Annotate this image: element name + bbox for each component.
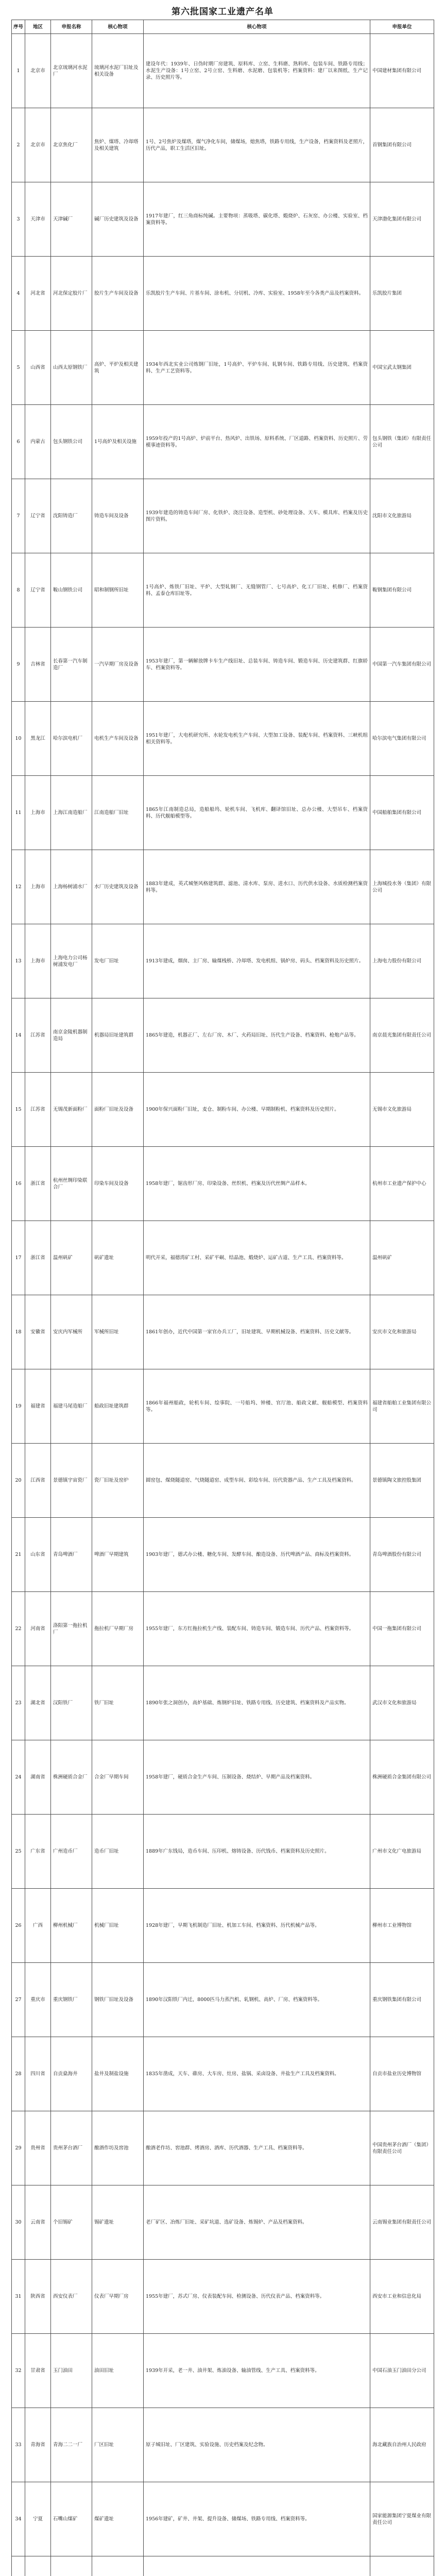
row-unit: 中国贵州茅台酒厂（集团）有限责任公司 <box>370 2111 434 2185</box>
row-items: 盐井及制盐设施 <box>92 2037 144 2111</box>
row-description: 1号、2号焦炉及煤塔，煤气净化车间，储煤场，熄焦塔，铁路专用线，生产设备，档案资料及老照片，历代产品，职工生活区旧址。 <box>144 108 370 182</box>
row-name: 汉阳铁厂 <box>51 1666 92 1740</box>
row-region: 青海省 <box>25 2408 51 2482</box>
row-region: 宁夏 <box>25 2482 51 2556</box>
row-description: 1953年建厂，第一辆解放牌卡车生产线旧址、总装车间、铸造车间、锻造车间、历史建筑群、红旗轿车、档案资料等。 <box>144 628 370 702</box>
row-number: 16 <box>12 1147 25 1221</box>
row-name: 石嘴山煤矿 <box>51 2482 92 2556</box>
row-number: 20 <box>12 1444 25 1518</box>
row-name: 西安仪表厂 <box>51 2260 92 2334</box>
row-unit: 中国石油玉门油田分公司 <box>370 2334 434 2408</box>
row-unit: 沈阳市文化旅游局 <box>370 479 434 553</box>
row-region: 山东省 <box>25 1518 51 1592</box>
row-items: 电机生产车间及设备 <box>92 702 144 776</box>
row-unit: 乐凯胶片集团 <box>370 257 434 331</box>
row-region: 江西省 <box>25 1444 51 1518</box>
row-name: 包头钢铁公司 <box>51 405 92 479</box>
row-items: 酿酒作坊及窖池 <box>92 2111 144 2185</box>
row-items: 军械所旧址 <box>92 1295 144 1369</box>
row-description: 1866年福州船政，轮机车间、绘事院、一号船坞、钟楼、官厅池、船政文献、舰船模型、档案资料等。 <box>144 1369 370 1444</box>
row-unit: 重庆钢铁集团有限公司 <box>370 1963 434 2037</box>
row-region <box>25 2556 51 2576</box>
row-items: 钢铁厂旧址及设备 <box>92 1963 144 2037</box>
row-items: 江南造船厂旧址 <box>92 776 144 850</box>
table-row <box>12 553 434 628</box>
row-items: 油田旧址 <box>92 2334 144 2408</box>
row-unit: 武汉市文化和旅游局 <box>370 1666 434 1740</box>
table-row <box>12 1147 434 1221</box>
row-items: 一汽早期厂房及设备 <box>92 628 144 702</box>
table-row <box>12 1963 434 2037</box>
row-number: 12 <box>12 850 25 924</box>
row-region: 重庆市 <box>25 1963 51 2037</box>
table-row <box>12 1889 434 1963</box>
row-region: 四川省 <box>25 2037 51 2111</box>
row-unit: 鞍钢集团有限公司 <box>370 553 434 628</box>
row-name: 洛阳第一拖拉机厂 <box>51 1592 92 1666</box>
row-number: 31 <box>12 2260 25 2334</box>
document-title: 第六批国家工业遗产名单 <box>172 7 273 17</box>
row-description: 1917年建厂，红三角商标纯碱。主要物项：蒸吸塔、碳化塔、煅烧炉、石灰窑、办公楼、实验室、档案资料等。 <box>144 182 370 257</box>
row-number: 19 <box>12 1369 25 1444</box>
row-name: 上海电力公司杨树浦发电厂 <box>51 924 92 998</box>
row-region: 黑龙江 <box>25 702 51 776</box>
header-items: 核心物项 <box>92 20 144 34</box>
row-items: 铁厂旧址 <box>92 1666 144 1740</box>
row-description: 1835年凿成，天车、碓房、大车房、灶房、盐锅、采卤设备、井盐生产工具及档案资料。 <box>144 2037 370 2111</box>
table-row <box>12 850 434 924</box>
row-unit: 广州市文化广电旅游局 <box>370 1815 434 1889</box>
table-row <box>12 1073 434 1147</box>
row-description: 老厂矿区、冶炼厂旧址、采矿坑道、选矿设备、炼锡炉、产品及档案资料。 <box>144 2185 370 2260</box>
row-number: 25 <box>12 1815 25 1889</box>
row-number: 10 <box>12 702 25 776</box>
row-unit: 自贡市盐业历史博物馆 <box>370 2037 434 2111</box>
row-unit: 青岛啤酒股份有限公司 <box>370 1518 434 1592</box>
row-description: 1959年投产的1号高炉、炉前平台、热风炉、出铁场、原料系统、厂区道路、档案资料、历史照片、劳模事迹资料等。 <box>144 405 370 479</box>
row-unit: 南京晨光集团有限责任公司 <box>370 998 434 1073</box>
row-number: 4 <box>12 257 25 331</box>
row-region: 云南省 <box>25 2185 51 2260</box>
row-number: 17 <box>12 1221 25 1295</box>
row-name: 长春第一汽车制造厂 <box>51 628 92 702</box>
row-number: 1 <box>12 34 25 108</box>
row-name: 景德镇宇宙瓷厂 <box>51 1444 92 1518</box>
table-row <box>12 1592 434 1666</box>
table-row <box>12 479 434 553</box>
row-number: 18 <box>12 1295 25 1369</box>
table-row <box>12 2037 434 2111</box>
row-unit: 福建省船舶工业集团有限公司 <box>370 1369 434 1444</box>
row-items: 仪表厂早期厂房 <box>92 2260 144 2334</box>
row-region: 江苏省 <box>25 1073 51 1147</box>
table-body <box>12 34 434 2576</box>
row-items: 拖拉机厂早期厂房 <box>92 1592 144 1666</box>
row-unit: 中国一拖集团有限公司 <box>370 1592 434 1666</box>
row-number: 21 <box>12 1518 25 1592</box>
row-unit: 中国船舶集团有限公司 <box>370 776 434 850</box>
row-items: 合金厂早期车间 <box>92 1740 144 1815</box>
header-no: 序号 <box>12 20 25 34</box>
row-description: 1861年创办，近代中国第一家官办兵工厂，旧址建筑、早期机械设备、档案资料、历史文献等。 <box>144 1295 370 1369</box>
table-row <box>12 108 434 182</box>
table-row <box>12 924 434 998</box>
row-name: 福建马尾造船厂 <box>51 1369 92 1444</box>
row-number: 3 <box>12 182 25 257</box>
row-unit: 西安市工业和信息化局 <box>370 2260 434 2334</box>
row-number: 26 <box>12 1889 25 1963</box>
row-unit: 中国宝武太钢集团 <box>370 331 434 405</box>
row-unit: 包头钢铁（集团）有限责任公司 <box>370 405 434 479</box>
table-row <box>12 2482 434 2556</box>
row-unit: 上海城投水务（集团）有限公司 <box>370 850 434 924</box>
table-row <box>12 776 434 850</box>
row-number: 32 <box>12 2334 25 2408</box>
row-number: 11 <box>12 776 25 850</box>
row-region: 贵州省 <box>25 2111 51 2185</box>
row-items: 1号高炉及相关设施 <box>92 405 144 479</box>
row-name: 青岛啤酒厂 <box>51 1518 92 1592</box>
row-unit: 哈尔滨电气集团有限公司 <box>370 702 434 776</box>
row-items <box>92 2556 144 2576</box>
row-description: 1865年江南制造总局，造船船坞、轮机车间、飞机库、翻译馆旧址、总办公楼、大型吊车、档案资料、历代舰船模型等。 <box>144 776 370 850</box>
row-region: 甘肃省 <box>25 2334 51 2408</box>
row-name: 天津碱厂 <box>51 182 92 257</box>
row-name: 青海二二一厂 <box>51 2408 92 2482</box>
row-number: 13 <box>12 924 25 998</box>
row-description: 1955年建厂，东方红拖拉机生产线、装配车间、铸造车间、锻造车间、历代产品、档案资料等。 <box>144 1592 370 1666</box>
table-row <box>12 628 434 702</box>
row-items: 琉璃河水泥厂旧址及相关设备 <box>92 34 144 108</box>
row-description: 明代开采，福德湾矿工村、采矿平硐、结晶池、煅烧炉、运矿古道、生产工具、档案资料等。 <box>144 1221 370 1295</box>
header-name: 申报名称 <box>51 20 92 34</box>
row-name: 哈尔滨电机厂 <box>51 702 92 776</box>
row-region: 湖北省 <box>25 1666 51 1740</box>
row-region: 北京市 <box>25 34 51 108</box>
row-number: 23 <box>12 1666 25 1740</box>
row-unit: 上海电力股份有限公司 <box>370 924 434 998</box>
row-description: 1913年建成，烟囱、主厂房、输煤栈桥、冷却塔、发电机组、锅炉房、码头、档案资料及历史照片。 <box>144 924 370 998</box>
row-number: 34 <box>12 2482 25 2556</box>
row-unit <box>370 2556 434 2576</box>
row-name: 沈阳铸造厂 <box>51 479 92 553</box>
row-number: 29 <box>12 2111 25 2185</box>
row-items: 啤酒厂早期建筑 <box>92 1518 144 1592</box>
header-unit: 申报单位 <box>370 20 434 34</box>
table-header-row <box>12 20 434 34</box>
row-items: 厂区旧址 <box>92 2408 144 2482</box>
row-unit: 安庆市文化和旅游局 <box>370 1295 434 1369</box>
table-row <box>12 1815 434 1889</box>
row-unit: 中国建材集团有限公司 <box>370 34 434 108</box>
row-name: 上海杨树浦水厂 <box>51 850 92 924</box>
row-region: 河南省 <box>25 1592 51 1666</box>
row-items: 面粉厂旧址及设备 <box>92 1073 144 1147</box>
row-description: 乐凯胶片生产车间、片基车间、涂布机、分切机、冷库、实验室、1958年至今各类产品及档案资料。 <box>144 257 370 331</box>
table-row <box>12 1221 434 1295</box>
row-name: 柳州机械厂 <box>51 1889 92 1963</box>
table-row <box>12 1369 434 1444</box>
row-region: 天津市 <box>25 182 51 257</box>
table-row <box>12 2334 434 2408</box>
row-items: 高炉、平炉及相关建筑 <box>92 331 144 405</box>
row-region: 湖南省 <box>25 1740 51 1815</box>
row-unit: 柳州市工业博物馆 <box>370 1889 434 1963</box>
table-row <box>12 2260 434 2334</box>
table-row <box>12 405 434 479</box>
row-region: 辽宁省 <box>25 479 51 553</box>
table-row <box>12 2111 434 2185</box>
row-items: 煤矿遗址 <box>92 2482 144 2556</box>
row-unit: 首钢集团有限公司 <box>370 108 434 182</box>
row-name: 玉门油田 <box>51 2334 92 2408</box>
row-unit: 海北藏族自治州人民政府 <box>370 2408 434 2482</box>
row-items: 机器局旧址建筑群 <box>92 998 144 1073</box>
table-row <box>12 1444 434 1518</box>
row-number: 27 <box>12 1963 25 2037</box>
row-items: 矾矿遗址 <box>92 1221 144 1295</box>
row-region: 安徽省 <box>25 1295 51 1369</box>
row-region: 辽宁省 <box>25 553 51 628</box>
row-description: 1939年开采，老一井、油井架、炼油设备、输油管线、生产工具、档案资料等。 <box>144 2334 370 2408</box>
row-description: 原子城旧址、厂区建筑、实验设施、历史档案及纪念物。 <box>144 2408 370 2482</box>
table-row <box>12 182 434 257</box>
row-region: 浙江省 <box>25 1221 51 1295</box>
row-name: 无锡茂新面粉厂 <box>51 1073 92 1147</box>
row-description: 1934年西北实业公司炼钢厂旧址，1号高炉、平炉车间、轧钢车间、铁路专用线、历史建筑、档案资料、生产工艺资料等。 <box>144 331 370 405</box>
table-row <box>12 34 434 108</box>
row-items: 水厂历史建筑及设备 <box>92 850 144 924</box>
row-unit: 中国第一汽车集团有限公司 <box>370 628 434 702</box>
row-name: 北京焦化厂 <box>51 108 92 182</box>
row-items: 碱厂历史建筑及设备 <box>92 182 144 257</box>
row-items: 机械厂旧址 <box>92 1889 144 1963</box>
row-number: 30 <box>12 2185 25 2260</box>
row-number: 7 <box>12 479 25 553</box>
row-name <box>51 2556 92 2576</box>
row-description: 1903年建厂，德式办公楼、糖化车间、发酵车间、酿造设备、历代啤酒产品、商标及档案资料。 <box>144 1518 370 1592</box>
row-name: 鞍山钢铁公司 <box>51 553 92 628</box>
row-items: 发电厂旧址 <box>92 924 144 998</box>
row-description: 1958年建厂，锯齿形厂房、印染设备、丝织机、档案及历代丝绸产品样本。 <box>144 1147 370 1221</box>
row-unit: 国家能源集团宁夏煤业有限责任公司 <box>370 2482 434 2556</box>
row-description: 1958年建厂，硬质合金生产车间、压制设备、烧结炉、早期产品及档案资料。 <box>144 1740 370 1815</box>
row-number <box>12 2556 25 2576</box>
row-description: 1928年建厂，早期飞机制造厂旧址、机加工车间、档案资料、历代机械产品等。 <box>144 1889 370 1963</box>
header-region: 地区 <box>25 20 51 34</box>
row-name: 株洲硬质合金厂 <box>51 1740 92 1815</box>
row-items: 锡矿遗址 <box>92 2185 144 2260</box>
row-unit: 无锡市文化旅游局 <box>370 1073 434 1147</box>
row-unit: 天津渤化集团有限公司 <box>370 182 434 257</box>
table-row <box>12 1295 434 1369</box>
row-description: 1955年建厂，苏式厂房、仪表装配车间、检测设备、历代仪表产品、档案资料等。 <box>144 2260 370 2334</box>
row-region: 福建省 <box>25 1369 51 1444</box>
row-items: 焦炉、煤塔、冷却塔及相关建筑 <box>92 108 144 182</box>
row-name: 安庆内军械所 <box>51 1295 92 1369</box>
row-region: 山西省 <box>25 331 51 405</box>
table-row <box>12 2185 434 2260</box>
row-number: 9 <box>12 628 25 702</box>
row-name: 温州矾矿 <box>51 1221 92 1295</box>
row-items: 印染车间及设备 <box>92 1147 144 1221</box>
row-description: 建设年代：1939年、日伪时期厂房建筑、原料库、立窑、生料磨、熟料库、包装车间、铁路专用线；水泥生产设备：1号立窑、2号立窑、生料磨、水泥磨、包装机等；档案资料：建厂以来图纸、生产记录、历史照片等。 <box>144 34 370 108</box>
row-name: 贵州茅台酒厂 <box>51 2111 92 2185</box>
row-region: 内蒙古 <box>25 405 51 479</box>
table-row <box>12 1740 434 1815</box>
row-items: 胶片生产车间及设备 <box>92 257 144 331</box>
row-name: 重庆钢铁厂 <box>51 1963 92 2037</box>
row-name: 山西太原钢铁厂 <box>51 331 92 405</box>
row-region: 河北省 <box>25 257 51 331</box>
row-unit: 温州矾矿 <box>370 1221 434 1295</box>
table-row <box>12 998 434 1073</box>
row-unit: 景德镇陶文旅控股集团 <box>370 1444 434 1518</box>
row-description: 1889年广东钱局，造币车间、压印机、熔铸设备、历代钱币、档案资料及历史照片。 <box>144 1815 370 1889</box>
row-description: 1956年建矿，矿井、井架、提升设备、储煤场、铁路专用线、档案资料等。 <box>144 2482 370 2556</box>
row-description: 1939年建造的铸造车间厂房、化铁炉、浇注设备、造型机、砂处理设备、天车、模具库、档案及历史图片资料。 <box>144 479 370 553</box>
row-items: 瓷厂旧址及窑炉 <box>92 1444 144 1518</box>
row-number: 2 <box>12 108 25 182</box>
row-description: 圆窑包、煤烧隧道窑、气烧隧道窑、成型车间、彩绘车间、历代瓷器产品、生产工具及档案资料。 <box>144 1444 370 1518</box>
heritage-table <box>11 20 434 2576</box>
row-description <box>144 2556 370 2576</box>
row-description: 1865年建造，机器正厂、左右厂房、木厂、火药局旧址、历代生产设备、档案资料、枪炮产品等。 <box>144 998 370 1073</box>
row-number: 6 <box>12 405 25 479</box>
table-row <box>12 1666 434 1740</box>
row-name: 个旧锡矿 <box>51 2185 92 2260</box>
row-name: 杭州丝绸印染联合厂 <box>51 1147 92 1221</box>
table-row <box>12 1518 434 1592</box>
row-region: 上海市 <box>25 776 51 850</box>
row-description: 酿酒老作坊、窖池群、烤酒房、酒库、历代酒器、生产工具、档案资料等。 <box>144 2111 370 2185</box>
row-region: 陕西省 <box>25 2260 51 2334</box>
row-region: 上海市 <box>25 850 51 924</box>
header-desc: 核心物项 <box>144 20 370 34</box>
table-row <box>12 257 434 331</box>
row-description: 1900年保兴面粉厂旧址，麦仓、制粉车间、办公楼、早期制粉机、档案资料及历史照片。 <box>144 1073 370 1147</box>
row-region: 广西 <box>25 1889 51 1963</box>
row-region: 浙江省 <box>25 1147 51 1221</box>
row-unit: 云南锡业集团有限责任公司 <box>370 2185 434 2260</box>
row-name: 南京金陵机器制造局 <box>51 998 92 1073</box>
row-items: 船政旧址建筑群 <box>92 1369 144 1444</box>
row-region: 北京市 <box>25 108 51 182</box>
row-name: 北京琉璃河水泥厂 <box>51 34 92 108</box>
table-row <box>12 2556 434 2576</box>
row-number: 14 <box>12 998 25 1073</box>
row-items: 铸造车间及设备 <box>92 479 144 553</box>
row-name: 自贡燊海井 <box>51 2037 92 2111</box>
row-number: 33 <box>12 2408 25 2482</box>
row-region: 上海市 <box>25 924 51 998</box>
row-name: 上海江南造船厂 <box>51 776 92 850</box>
row-items: 昭和制钢所旧址 <box>92 553 144 628</box>
row-unit: 杭州市工业遗产保护中心 <box>370 1147 434 1221</box>
row-items: 造币厂旧址 <box>92 1815 144 1889</box>
row-region: 吉林省 <box>25 628 51 702</box>
row-description: 1951年建厂，大电机研究所、水轮发电机生产车间、大型加工设备、装配车间、档案资料、三峡机组相关资料等。 <box>144 702 370 776</box>
row-description: 1号高炉、炼铁厂旧址、平炉、大型轧钢厂、无缝钢管厂、七号高炉、化工厂旧址、机修厂、档案资料、孟泰仓库旧址等。 <box>144 553 370 628</box>
table-row <box>12 2408 434 2482</box>
row-name: 广州造币厂 <box>51 1815 92 1889</box>
table-row <box>12 702 434 776</box>
table-row <box>12 331 434 405</box>
row-description: 1890年张之洞创办，高炉基础、炼钢炉旧址、铁路专用线、历史建筑、档案资料及产品实物。 <box>144 1666 370 1740</box>
row-number: 8 <box>12 553 25 628</box>
row-region: 广东省 <box>25 1815 51 1889</box>
row-description: 1883年建成，英式城堡风格建筑群、滤池、清水库、泵房、进水口、历代供水设备、水质检测档案资料等。 <box>144 850 370 924</box>
row-number: 28 <box>12 2037 25 2111</box>
row-name: 河北保定胶片厂 <box>51 257 92 331</box>
row-number: 22 <box>12 1592 25 1666</box>
row-number: 15 <box>12 1073 25 1147</box>
row-unit: 株洲硬质合金集团有限公司 <box>370 1740 434 1815</box>
row-number: 5 <box>12 331 25 405</box>
row-number: 24 <box>12 1740 25 1815</box>
row-region: 江苏省 <box>25 998 51 1073</box>
row-description: 1890年汉阳铁厂内迁，8000匹马力蒸汽机、轧钢机、高炉、厂房、档案资料等。 <box>144 1963 370 2037</box>
